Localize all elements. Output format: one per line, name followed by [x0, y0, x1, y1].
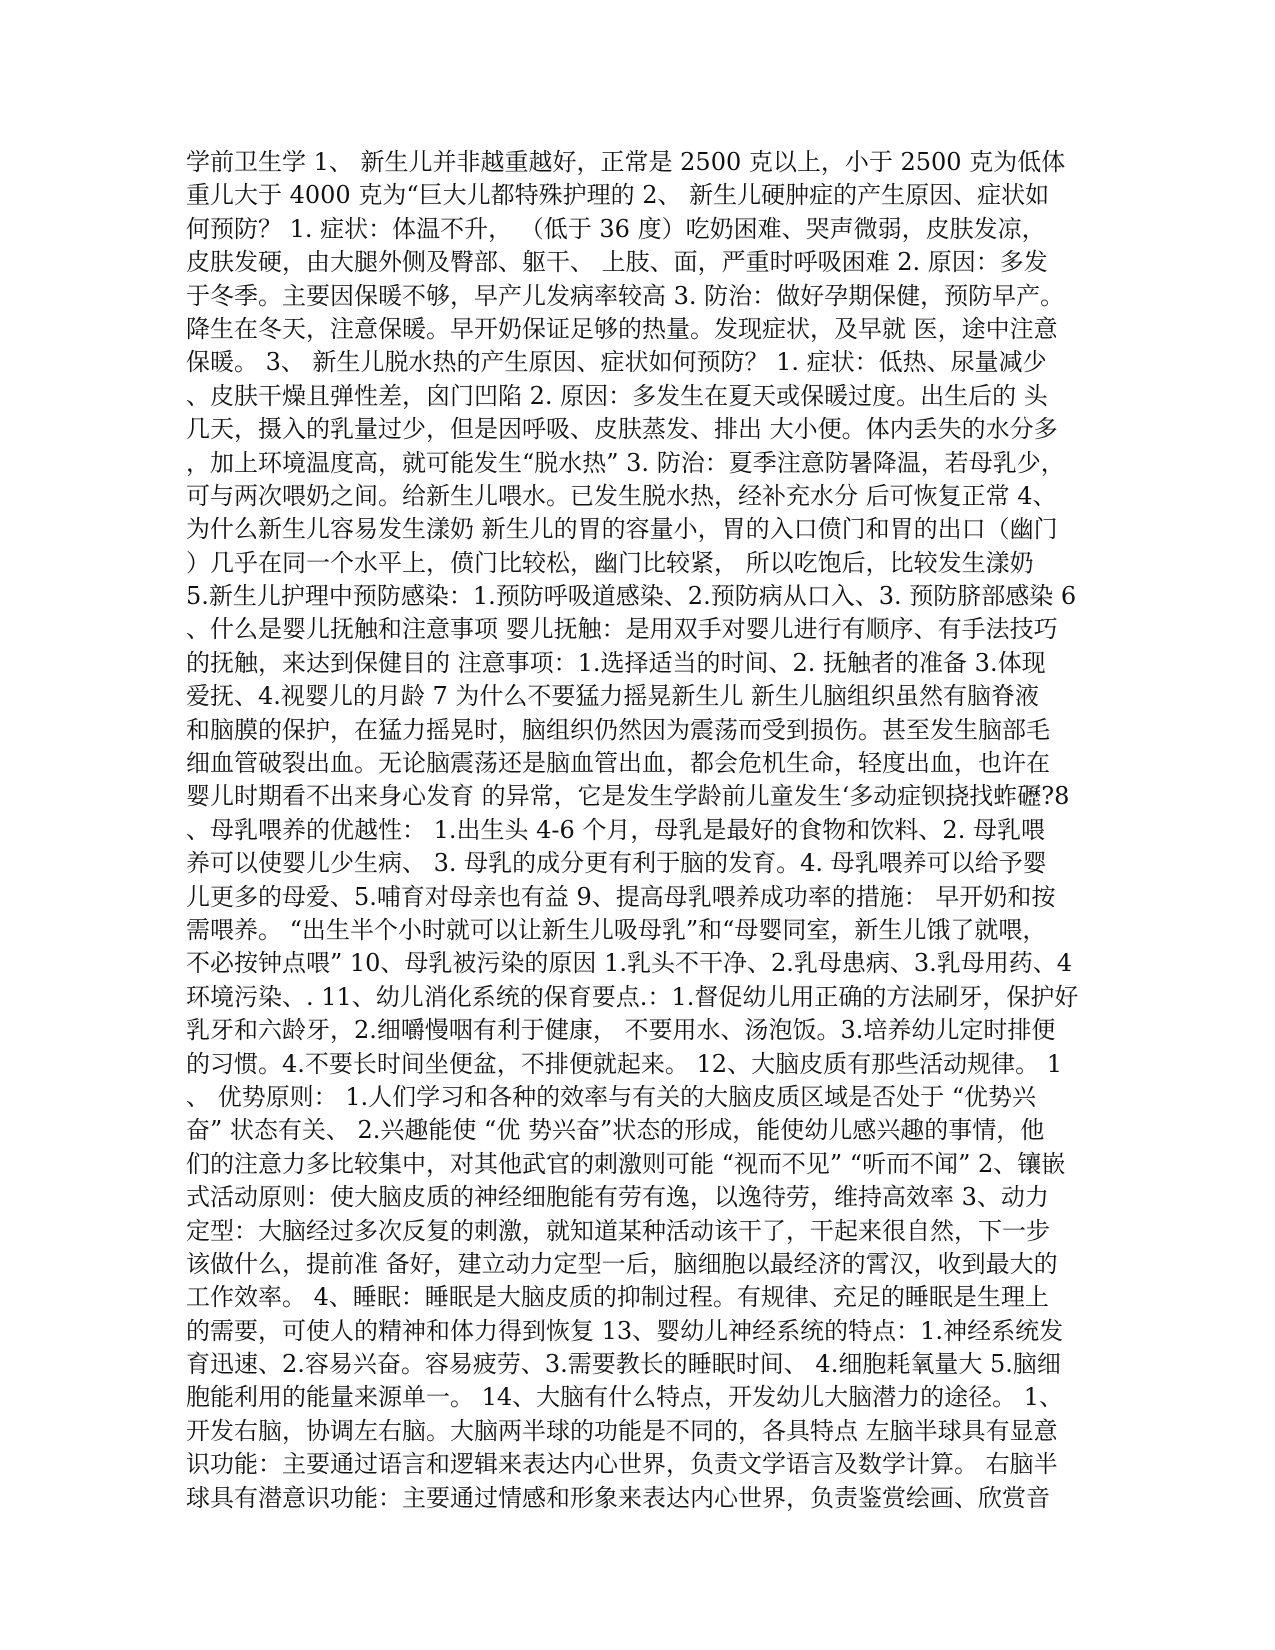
text-line: 该做什么，提前准 备好，建立动力定型一后，脑细胞以最经济的霄汉，收到最大的	[186, 1249, 1058, 1278]
body-text	[186, 146, 1086, 1515]
text-line: ，加上环境温度高，就可能发生“脱水热” 3. 防治：夏季注意防暑降温，若母乳少，	[186, 448, 1065, 477]
text-line: 开发右脑，协调左右脑。大脑两半球的功能是不同的，各具特点 左脑半球具有显意	[186, 1416, 1058, 1445]
text-line: 的习惯。4.不要长时间坐便盆，不排便就起来。 12、大脑皮质有那些活动规律。 1	[186, 1049, 1062, 1078]
text-line: 、什么是婴儿抚触和注意事项 婴儿抚触：是用双手对婴儿进行有顺序、有手法技巧	[186, 615, 1058, 644]
text-line: 环境污染、. 11、幼儿消化系统的保育要点.：1.督促幼儿用正确的方法刷牙，保护好	[186, 982, 1079, 1011]
text-line: 、母乳喂养的优越性： 1.出生头 4-6 个月，母乳是最好的食物和饮料、2. 母乳喂	[186, 815, 1045, 844]
text-line: 婴儿时期看不出来身心发育 的异常，它是发生学龄前儿童发生‘多动症钡挠找蚱礰?8	[186, 782, 1070, 811]
text-line: 可与两次喂奶之间。给新生儿喂水。已发生脱水热，经补充水分 后可恢复正常 4、	[186, 481, 1057, 510]
text-line: 重儿大于 4000 克为“巨大儿都特殊护理的 2、 新生儿硬肿症的产生原因、症状如	[186, 181, 1050, 210]
text-line: 式活动原则：使大脑皮质的神经细胞能有劳有逸，以逸待劳，维持高效率 3、动力	[186, 1183, 1049, 1212]
text-line: 保暖。 3、 新生儿脱水热的产生原因、症状如何预防？ 1. 症状：低热、尿量减少	[186, 348, 1047, 377]
text-line: ）几乎在同一个水平上，偾门比较松，幽门比较紧， 所以吃饱后，比较发生漾奶	[186, 548, 1034, 577]
text-line: 为什么新生儿容易发生漾奶 新生儿的胃的容量小，胃的入口偾门和胃的出口（幽门	[186, 515, 1058, 544]
text-line: 和脑膜的保护，在猛力摇晃时，脑组织仍然因为震荡而受到损伤。甚至发生脑部毛	[186, 715, 1050, 744]
text-line: 奋” 状态有关、 2.兴趣能使 “优 势兴奋”状态的形成，能使幼儿感兴趣的事情，他	[186, 1116, 1045, 1145]
text-line: 爱抚、4.视婴儿的月龄 7 为什么不要猛力摇晃新生儿 新生儿脑组织虽然有脑脊液	[186, 682, 1040, 711]
text-line: 球具有潜意识功能：主要通过情感和形象来表达内心世界，负责鉴赏绘画、欣赏音	[186, 1483, 1050, 1512]
text-line: 胞能利用的能量来源单一。 14、大脑有什么特点，开发幼儿大脑潜力的途径。 1、	[186, 1383, 1064, 1412]
text-line: 乳牙和六龄牙，2.细嚼慢咽有利于健康， 不要用水、汤泡饭。3.培养幼儿定时排便	[186, 1016, 1056, 1045]
text-line: 需喂养。 “出生半个小时就可以让新生儿吸母乳”和“母婴同室，新生儿饿了就喂，	[186, 915, 1047, 944]
text-line: 细血管破裂出血。无论脑震荡还是脑血管出血，都会危机生命，轻度出血，也许在	[186, 749, 1050, 778]
text-line: 育迅速、2.容易兴奋。容易疲劳、3.需要教长的睡眠时间、 4.细胞耗氧量大 5.脑细	[186, 1350, 1061, 1379]
text-line: 学前卫生学 1、 新生儿并非越重越好，正常是 2500 克以上，小于 2500 克为低体	[186, 148, 1066, 176]
text-line: 皮肤发硬，由大腿外侧及臀部、躯干、 上肢、面，严重时呼吸困难 2. 原因：多发	[186, 248, 1048, 277]
text-line: 们的注意力多比较集中，对其他武官的刺激则可能 “视而不见” “听而不闻” 2、镶嵌	[186, 1149, 1066, 1178]
text-line: 、 优势原则： 1.人们学习和各种的效率与有关的大脑皮质区域是否处于 “优势兴	[186, 1082, 1037, 1111]
text-line: 工作效率。 4、睡眠：睡眠是大脑皮质的抑制过程。有规律、充足的睡眠是生理上	[186, 1283, 1049, 1312]
text-line: 降生在冬天，注意保暖。早开奶保证足够的热量。发现症状，及早就 医，途中注意	[186, 314, 1058, 343]
text-line: 的抚触，来达到保健目的 注意事项：1.选择适当的时间、2. 抚触者的准备 3.体现	[186, 648, 1046, 677]
text-line: 何预防？ 1. 症状：体温不升， （低于 36 度）吃奶困难、哭声微弱，皮肤发凉，	[186, 214, 1046, 243]
text-line: 儿更多的母爱、5.哺育对母亲也有益 9、提高母乳喂养成功率的措施： 早开奶和按	[186, 882, 1056, 911]
text-line: 定型：大脑经过多次反复的刺激，就知道某种活动该干了，干起来很自然，下一步	[186, 1216, 1050, 1245]
text-line: 养可以使婴儿少生病、 3. 母乳的成分更有利于脑的发育。4. 母乳喂养可以给予婴	[186, 849, 1047, 878]
text-line: 5.新生儿护理中预防感染：1.预防呼吸道感染、2.预防病从口入、3. 预防脐部感染 6	[186, 582, 1077, 611]
text-line: 于冬季。主要因保暖不够，早产儿发病率较高 3. 防治：做好孕期保健，预防早产。	[186, 281, 1065, 310]
text-line: 几天，摄入的乳量过少，但是因呼吸、皮肤蒸发、排出 大小便。体内丢失的水分多	[186, 415, 1058, 444]
text-line: 、皮肤干燥且弹性差，囟门凹陷 2. 原因：多发生在夏天或保暖过度。出生后的 头	[186, 381, 1048, 410]
text-line: 识功能：主要通过语言和逻辑来表达内心世界，负责文学语言及数学计算。 右脑半	[186, 1450, 1058, 1479]
text-line: 不必按钟点喂” 10、母乳被污染的原因 1.乳头不干净、2.乳母患病、3.乳母用药、4	[186, 949, 1073, 978]
text-line: 的需要，可使人的精神和体力得到恢复 13、婴幼儿神经系统的特点：1.神经系统发	[186, 1316, 1064, 1345]
